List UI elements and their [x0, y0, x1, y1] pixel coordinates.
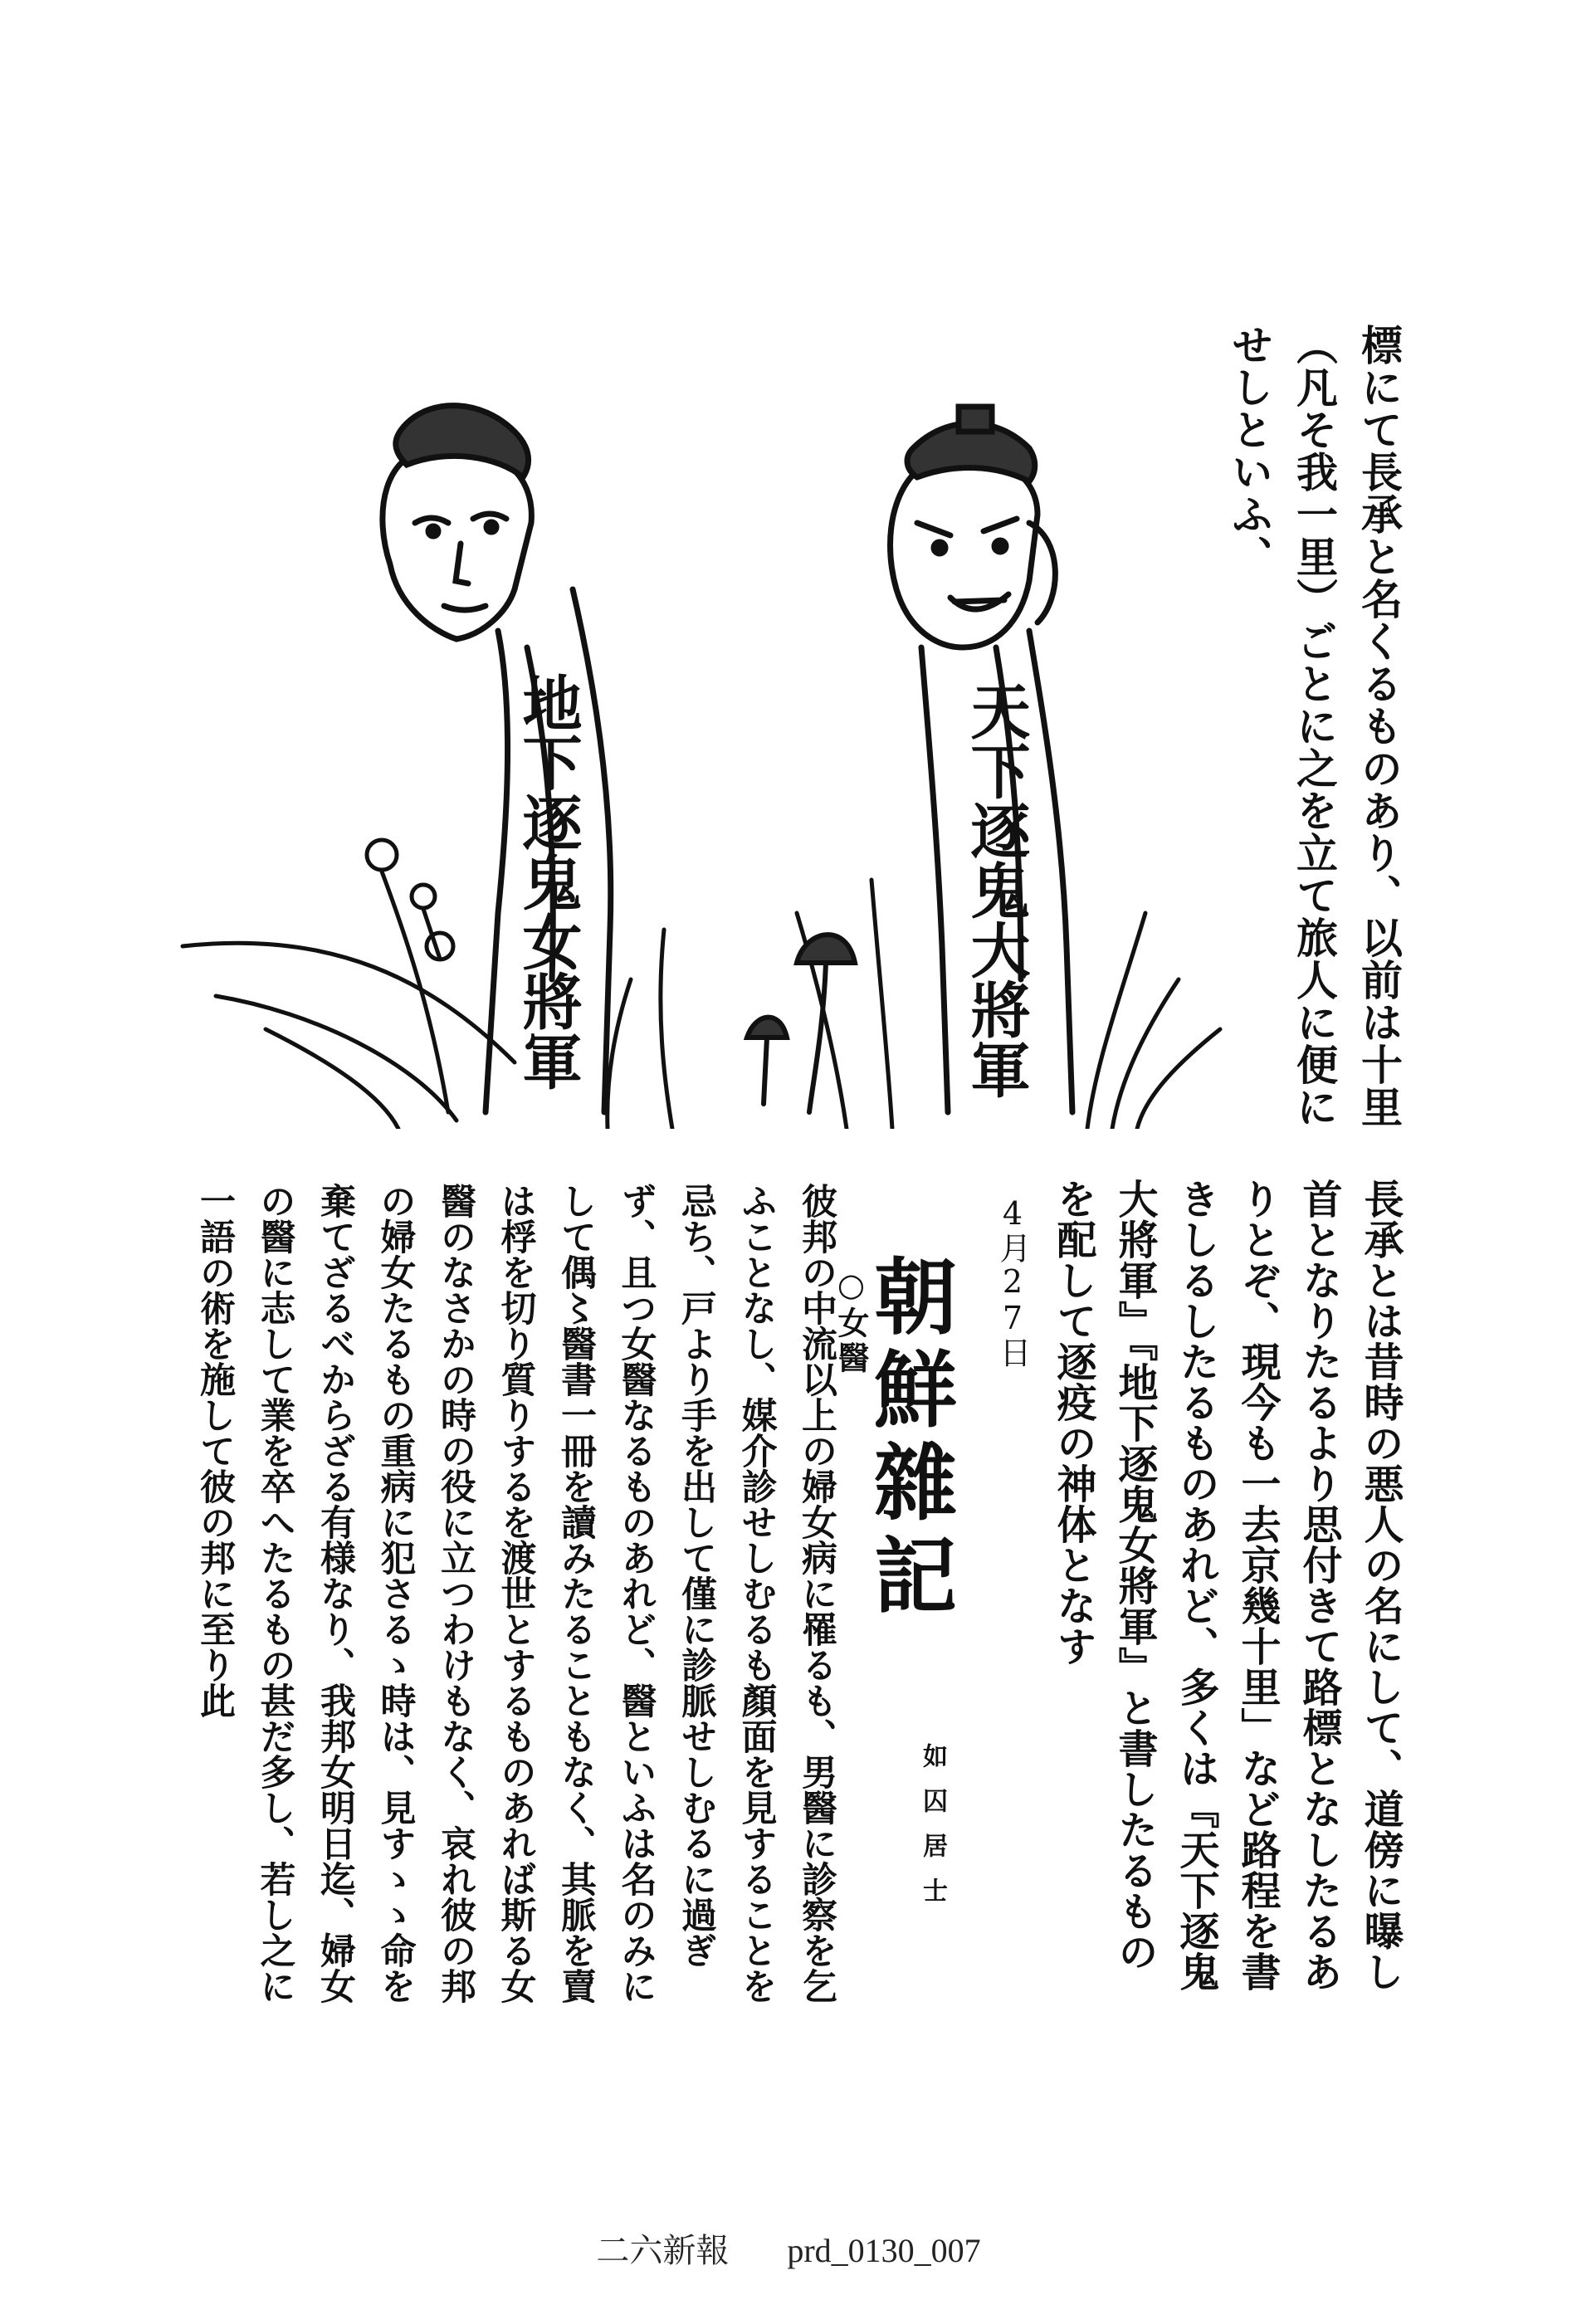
page-footer	[0, 2224, 1577, 2272]
article-date: 4月27日	[994, 1195, 1031, 1368]
article-title: 朝鮮雜記	[860, 1253, 958, 1625]
intro-text: 標にて長承と名くるものあり、以前は十里（凡そ我一里）ごとに之を立て旅人に便にせしといふ、	[1225, 324, 1404, 1128]
footer-source: 二六新報	[596, 2232, 730, 2269]
section-heading: ○女醫	[832, 1266, 870, 1376]
article-author: 如囚居士	[918, 1743, 947, 1922]
footer-id: prd_0130_007	[787, 2232, 981, 2269]
pole-explanation-text: 長承とは昔時の悪人の名にして、道傍に曝し首となりたるより思付きて路標となしたるありとぞ、現今も一去京幾十里」など路程を書きしるしたるものあれど、多くは『天下逐鬼大將軍』『地下逐鬼女將軍』と書したるものを配して逐疫の神体となす	[1050, 1179, 1404, 1992]
flower	[367, 840, 453, 1112]
guardian-poles-illustration	[166, 398, 1262, 1129]
left-pole-inscription: 地下逐鬼女將軍	[512, 672, 583, 1091]
right-pole-inscription: 天下逐鬼大將軍	[960, 681, 1032, 1099]
article-body: 彼邦の中流以上の婦女病に罹るも、男醫に診察を乞ふことなし、媒介診せしむるも顏面を見することを忌ち、戸より手を出して僅に診脈せしむるに過ぎず、且つ女醫なるものあれど、醫といふは名のみにして偶〻醫書一冊を讀みたることもなく、其脈を賣は桴を切り質りするを渡世とするものあれば斯る女醫のなさかの時の役に立つわけもなく、哀れ彼の邦の婦女たるもの重病に犯さるゝ時は、見すゝゝ命を棄てざるべからざる有様なり、我邦女明日迄、婦女の醫に志して業を卒へたるもの甚だ多し、若し之に一語の術を施して彼の邦に至り此	[194, 1183, 837, 2004]
